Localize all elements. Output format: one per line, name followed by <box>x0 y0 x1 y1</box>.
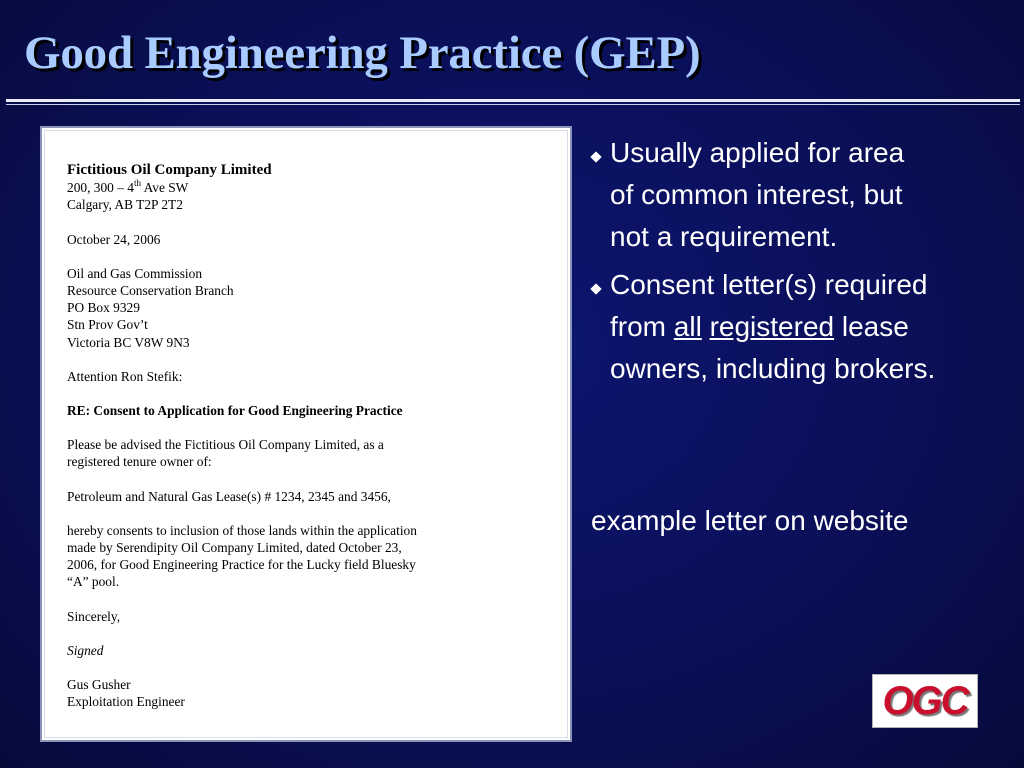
ogc-logo-text: OGC <box>882 678 968 723</box>
letter-attention: Attention Ron Stefik: <box>67 368 183 384</box>
example-letter <box>40 126 572 742</box>
letter-paragraph-line: hereby consents to inclusion of those lands within the application <box>67 522 417 538</box>
ogc-logo <box>872 674 978 728</box>
letter-company: Fictitious Oil Company Limited <box>67 162 272 178</box>
bullet-line: not a requirement. <box>610 221 838 252</box>
example-letter-note: example letter on website <box>591 505 909 536</box>
letter-closing: Sincerely, <box>67 608 121 624</box>
bullet-item <box>590 132 1010 258</box>
diamond-bullet-icon <box>590 151 601 162</box>
bullet-list <box>590 132 1010 390</box>
recipient-line: Resource Conservation Branch <box>67 283 234 299</box>
address-sup: th <box>133 177 141 188</box>
bullet-line: Usually applied for area <box>610 137 905 168</box>
title-divider <box>6 99 1020 102</box>
letter-address-line-2: Calgary, AB T2P 2T2 <box>67 197 183 213</box>
letter-signer-title: Exploitation Engineer <box>67 694 185 710</box>
letter-address-line-1 <box>67 179 547 196</box>
underlined-all: all <box>673 311 702 342</box>
recipient-line: PO Box 9329 <box>67 300 140 316</box>
bullet-text: from <box>610 311 674 342</box>
bullet-text: lease <box>834 311 909 342</box>
address-prefix: 200, 300 – 4 <box>67 180 134 196</box>
recipient-line: Stn Prov Gov’t <box>67 317 148 333</box>
bullet-line: Consent letter(s) required <box>610 269 928 300</box>
letter-date: October 24, 2006 <box>67 231 161 247</box>
letter-lease-line: Petroleum and Natural Gas Lease(s) # 1234, 2345 and 3456, <box>67 488 391 504</box>
diamond-bullet-icon <box>590 283 601 294</box>
letter-signature: Signed <box>67 642 104 658</box>
letter-paragraph-line: “A” pool. <box>67 574 120 590</box>
address-suffix: Ave SW <box>140 180 189 196</box>
bullet-line: of common interest, but <box>610 179 903 210</box>
letter-re-line: RE: Consent to Application for Good Engineering Practice <box>67 403 403 419</box>
letter-signer-name: Gus Gusher <box>67 677 131 693</box>
title-divider-thin <box>6 104 1020 105</box>
letter-body <box>67 162 547 710</box>
letter-paragraph-line: made by Serendipity Oil Company Limited, dated October 23, <box>67 540 402 556</box>
bullet-line <box>610 306 1010 348</box>
underlined-registered: registered <box>709 311 835 342</box>
bullet-item <box>590 264 1010 390</box>
bullet-line: owners, including brokers. <box>610 353 936 384</box>
recipient-line: Oil and Gas Commission <box>67 265 203 281</box>
letter-paragraph-line: 2006, for Good Engineering Practice for the Lucky field Bluesky <box>67 557 416 573</box>
letter-paragraph-line: registered tenure owner of: <box>67 454 212 470</box>
letter-paragraph-line: Please be advised the Fictitious Oil Company Limited, as a <box>67 437 384 453</box>
slide-title: Good Engineering Practice (GEP) <box>24 27 701 79</box>
recipient-line: Victoria BC V8W 9N3 <box>67 334 190 350</box>
